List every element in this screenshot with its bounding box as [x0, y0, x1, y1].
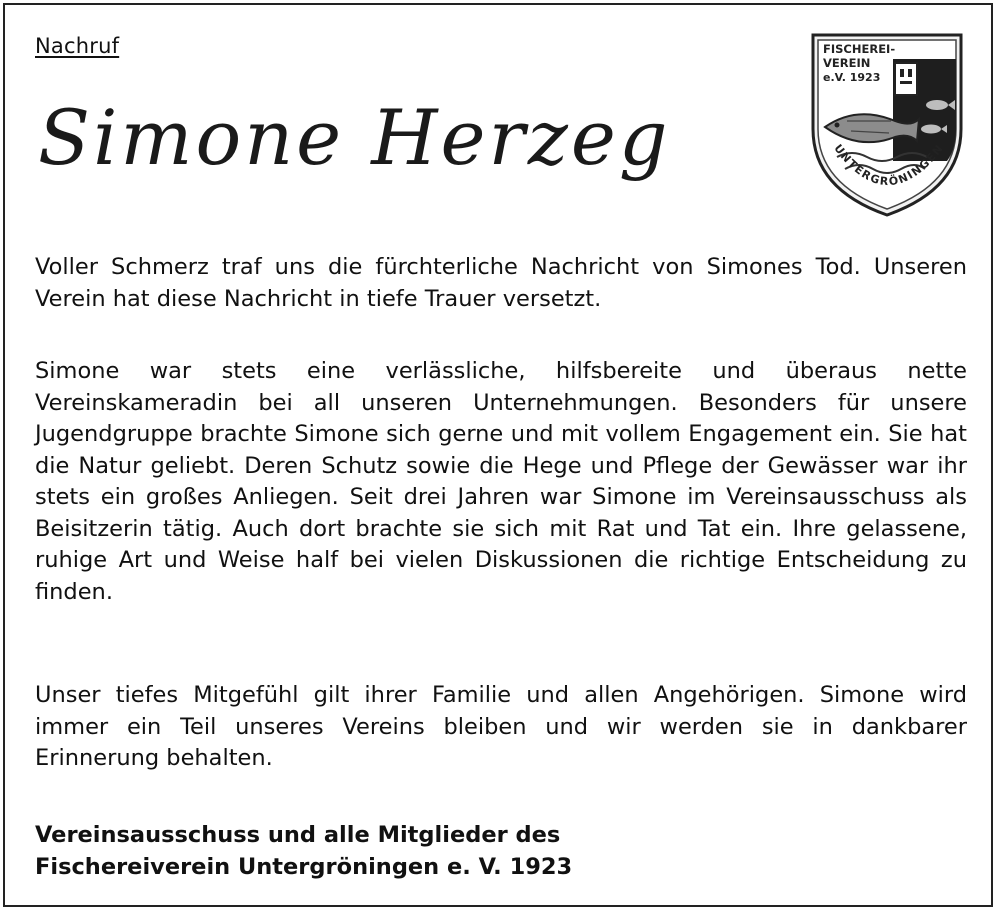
- crest-line1: FISCHEREI-: [823, 42, 896, 56]
- crest-line2: VEREIN: [823, 56, 871, 70]
- crest-arc-textpath: UNTERGRÖNINGEN: [831, 141, 947, 189]
- deceased-name: Simone Herzeg: [38, 93, 671, 182]
- crest-line3: e.V. 1923: [823, 71, 881, 84]
- paragraph-1: Voller Schmerz traf uns die fürchterliche Nachricht von Simones Tod. Unseren Verein hat diese Nachricht in tiefe Trauer versetzt.: [35, 254, 967, 312]
- signature-line-2: Fischereiverein Untergröningen e. V. 1923: [35, 853, 573, 880]
- notice-heading: Nachruf: [35, 34, 120, 58]
- paragraph-3: Unser tiefes Mitgefühl gilt ihrer Familie und allen Angehörigen. Simone wird immer ein Teil unseres Vereins bleiben und wir werden sie in dankbarer Erinnerung behalten.: [35, 682, 967, 771]
- signature-line-1: Vereinsausschuss und alle Mitglieder des: [35, 822, 561, 848]
- paragraph-2: Simone war stets eine verlässliche, hilfsbereite und überaus nette Vereinskameradin bei all unseren Unternehmungen. Besonders für unsere Jugendgruppe brachte Simone sich gerne und mit vollem Engagement ein. Sie hat die Natur geliebt. Deren Schutz sowie die Hege und Pflege der Gewässer war ihr stets ein großes Anliegen. Seit drei Jahren war Simone im Vereinsausschuss als Beisitzerin tätig. Auch dort brachte sie sich mit Rat und Tat ein. Ihre gelassene, ruhige Art und Weise half bei vielen Diskussionen die richtige Entscheidung zu finden.: [35, 358, 967, 605]
- signature-block: [35, 820, 572, 883]
- club-crest-logo: [807, 29, 967, 219]
